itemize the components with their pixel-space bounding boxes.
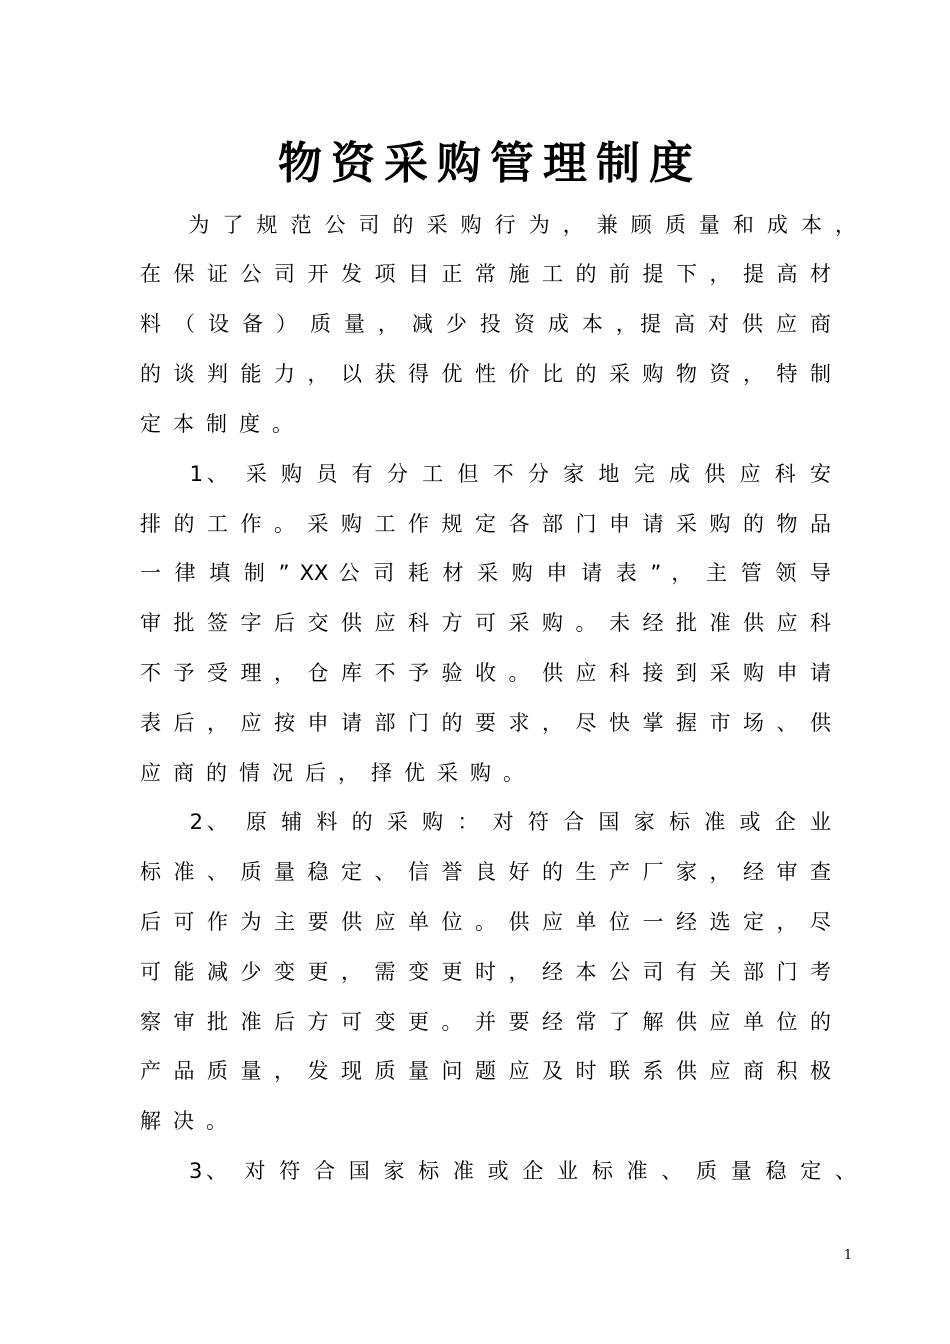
body-line-12: 应商的情况后，择优采购。 — [140, 761, 536, 785]
page-number: 1 — [843, 1248, 853, 1263]
body-line-6: 1、 采 购 员 有 分 工 但 不 分 家 地 完 成 供 应 科 安 — [140, 462, 831, 486]
body-line-1: 为 了 规 范 公 司 的 采 购 行 为 ， 兼 顾 质 量 和 成 本 ， — [140, 213, 856, 237]
body-line-10: 不 予 受 理 ， 仓 库 不 予 验 收 。 供 应 科 接 到 采 购 申 请 — [140, 661, 831, 685]
body-line-20: 3、 对 符 合 国 家 标 准 或 企 业 标 准 、 质 量 稳 定 、 — [140, 1159, 856, 1183]
body-line-8: 一 律 填 制 ” XX 公 司 耗 材 采 购 申 请 表 ” ， 主 管 领 导 — [140, 561, 831, 585]
body-line-7: 排 的 工 作 。 采 购 工 作 规 定 各 部 门 申 请 采 购 的 物 品 — [140, 512, 831, 536]
body-line-15: 后 可 作 为 主 要 供 应 单 位 。 供 应 单 位 一 经 选 定 ， 尽 — [140, 910, 831, 934]
body-line-17: 察 审 批 准 后 方 可 变 更 。 并 要 经 常 了 解 供 应 单 位 的 — [140, 1010, 831, 1034]
body-line-5: 定本制度。 — [140, 412, 305, 436]
body-line-9: 审 批 签 字 后 交 供 应 科 方 可 采 购 。 未 经 批 准 供 应 科 — [140, 611, 831, 635]
body-line-13: 2、 原 辅 料 的 采 购 ： 对 符 合 国 家 标 准 或 企 业 — [140, 810, 831, 834]
body-line-3: 料 （ 设 备 ） 质 量 ， 减 少 投 资 成 本 ，提 高 对 供 应 商 — [140, 312, 831, 336]
body-line-16: 可 能 减 少 变 更 ， 需 变 更 时 ， 经 本 公 司 有 关 部 门 考 — [140, 960, 831, 984]
body-line-14: 标 准 、 质 量 稳 定 、 信 誉 良 好 的 生 产 厂 家 ， 经 审 查 — [140, 860, 831, 884]
body-line-4: 的 谈 判 能 力 ， 以 获 得 优 性 价 比 的 采 购 物 资 ， 特 制 — [140, 362, 831, 386]
document-title: 物资采购管理制度 — [278, 138, 702, 189]
body-line-19: 解决。 — [140, 1109, 239, 1133]
body-line-11: 表 后 ， 应 按 申 请 部 门 的 要 求 ， 尽 快 掌 握 市 场 、 供 — [140, 711, 831, 735]
body-line-2: 在 保 证 公 司 开 发 项 目 正 常 施 工 的 前 提 下 ， 提 高 材 — [140, 262, 831, 286]
body-line-18: 产 品 质 量 ， 发 现 质 量 问 题 应 及 时 联 系 供 应 商 积 极 — [140, 1059, 831, 1083]
